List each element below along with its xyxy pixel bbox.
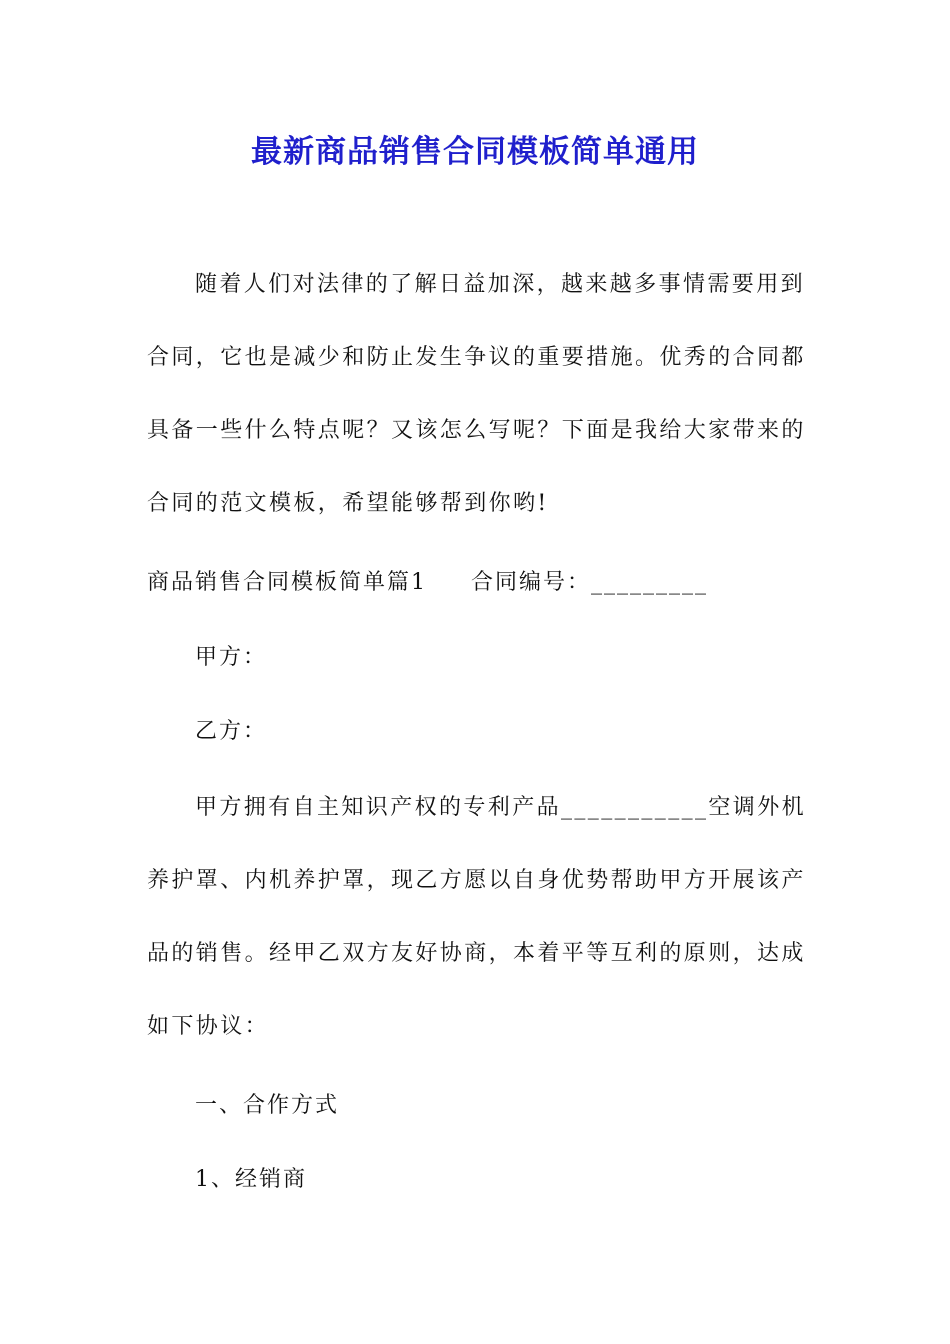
agreement-paragraph: 甲方拥有自主知识产权的专利产品___________空调外机养护罩、内机养护罩，现乙方愿以自身优势帮助甲方开展该产品的销售。经甲乙双方友好协商，本着平等互利的原则，达成如下协议： [147, 795, 807, 1039]
clause-item: 1、经销商 [195, 1167, 307, 1192]
party-b-label: 乙方： [195, 719, 268, 744]
section-heading-line [147, 563, 708, 603]
clause-heading: 一、合作方式 [195, 1093, 340, 1118]
section-heading: 商品销售合同模板简单篇1 [147, 570, 427, 595]
contract-number: 合同编号：_________ [471, 570, 709, 595]
intro-paragraph: 随着人们对法律的了解日益加深，越来越多事情需要用到合同，它也是减少和防止发生争议的重要措施。优秀的合同都具备一些什么特点呢？又该怎么写呢？下面是我给大家带来的合同的范文模板，希望能够帮到你哟! [147, 272, 806, 516]
document-title: 最新商品销售合同模板简单通用 [251, 134, 699, 170]
party-a-label: 甲方： [195, 645, 268, 670]
